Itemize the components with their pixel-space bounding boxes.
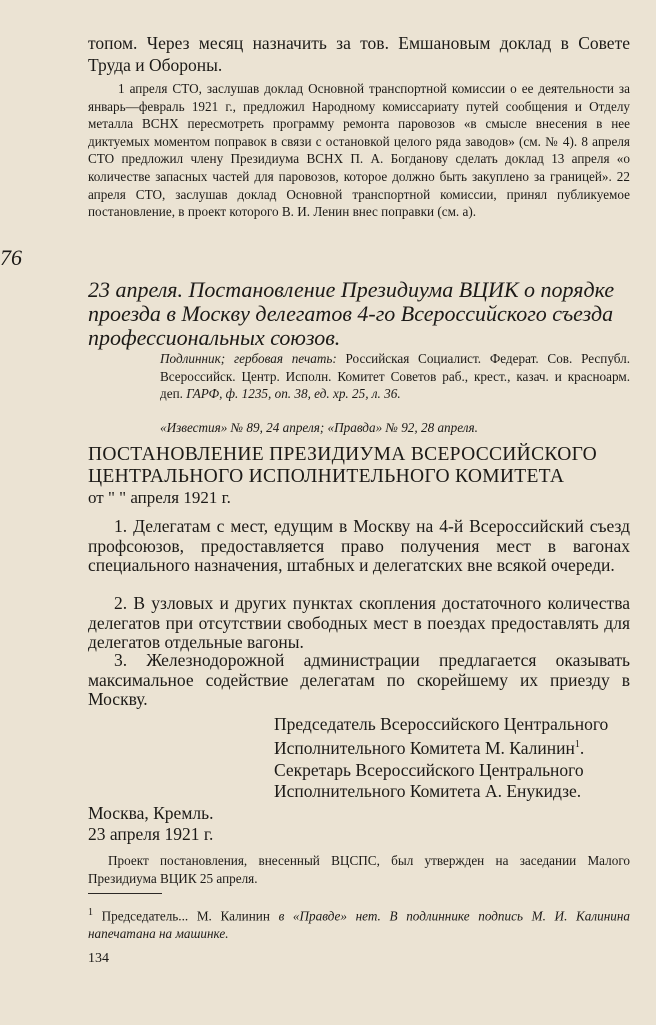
signature-chairman-line-1: Председатель Всероссийского Центрального [274, 714, 609, 734]
resolution-heading-line-1: ПОСТАНОВЛЕНИЕ ПРЕЗИДИУМА ВСЕРОССИЙСКОГО [88, 444, 598, 465]
place-and-date [88, 803, 213, 844]
footnote [88, 904, 630, 943]
signature-chairman-line-2: Исполнительного Комитета М. Калинин [274, 737, 575, 758]
footnote-text-a: Председатель... М. Калинин [101, 908, 270, 924]
resolution-heading-line-2: ЦЕНТРАЛЬНОГО ИСПОЛНИТЕЛЬНОГО КОМИТЕТА [88, 466, 565, 487]
footnote-ref-marker: 1 [574, 738, 580, 750]
footnote-marker: 1 [88, 907, 93, 918]
resolution-item-1: 1. Делегатам с мест, едущим в Москву на 4-й Всероссийский съезд профсоюзов, предоставляется право получения мест в вагонах специального назначения, штабных и делегатских вне всякой очереди. [88, 516, 630, 575]
source-archive: ГАРФ, ф. 1235, оп. 38, ед. хр. 25, л. 36. [186, 386, 401, 402]
editorial-note-1: 1 апреля СТО, заслушав доклад Основной транспортной комиссии о ее деятельности за январь—февраль 1921 г., предложил Народному комиссариату путей сообщения и Отделу металла ВСНХ пересмотреть программу ремонта паровозов «в смысле внесения в нее диктуемых моментом поправок в связи с остановкой целого ряда заводов» (см. № 4). 8 апреля СТО предложил члену Президиума ВСНХ П. А. Богданову сделать доклад 13 апреля «о количестве запасных частей для паровозов, которое должно быть закуплено за границей». 22 апреля СТО, заслушав доклад Основной транспортной комиссии, принял публикуемое постановление, в проект которого В. И. Ленин внес поправки (см. а). [88, 81, 630, 220]
date: 23 апреля 1921 г. [88, 823, 214, 844]
page-number: 134 [88, 951, 109, 966]
resolution-heading [88, 444, 630, 488]
document-number: 76 [0, 245, 22, 270]
intro-paragraph: топом. Через месяц назначить за тов. Емшановым доклад в Совете Труда и Обороны. [88, 33, 630, 75]
source-label: Подлинник; гербовая печать: [160, 351, 337, 366]
signature-chairman: Председатель Всероссийского Центрального Исполнительного Комитета М. Калинин$^1$. [274, 714, 609, 758]
source-reference [160, 350, 630, 403]
signature-secretary-line-2: Исполнительного Комитета А. Енукидзе. [274, 780, 582, 801]
footnote-divider [88, 893, 162, 894]
publication-reference: «Известия» № 89, 24 апреля; «Правда» № 92, 28 апреля. [160, 420, 478, 435]
signature-secretary [274, 760, 584, 801]
document-title: 23 апреля. Постановление Президиума ВЦИК о порядке проезда в Москву делегатов 4-го Всероссийского съезда профессиональных союзов. [88, 277, 615, 350]
signature-secretary-line-1: Секретарь Всероссийского Центрального [274, 760, 584, 780]
footnote-text-b: в «Правде» нет. В подлиннике подпись М. И. Калинина напечатана на машинке. [88, 908, 630, 941]
place: Москва, Кремль. [88, 803, 214, 823]
resolution-item-3: 3. Железнодорожной администрации предлагается оказывать максимальное содействие делегатам по скорейшему их приезду в Москву. [88, 650, 630, 709]
resolution-item-2: 2. В узловых и других пунктах скопления достаточного количества делегатов при отсутствии свободных мест в поездах предоставлять для делегатов отдельные вагоны. [88, 593, 630, 652]
resolution-date-line: от " " апреля 1921 г. [88, 488, 231, 507]
editorial-note-2: Проект постановления, внесенный ВЦСПС, был утвержден на заседании Малого Президиума ВЦИК 25 апреля. [88, 853, 630, 886]
source-text: Российская Социалист. Федерат. Сов. Республ. Всероссийск. Центр. Исполн. Комитет Советов раб., крест., казач. и красноарм. деп. [160, 351, 630, 402]
